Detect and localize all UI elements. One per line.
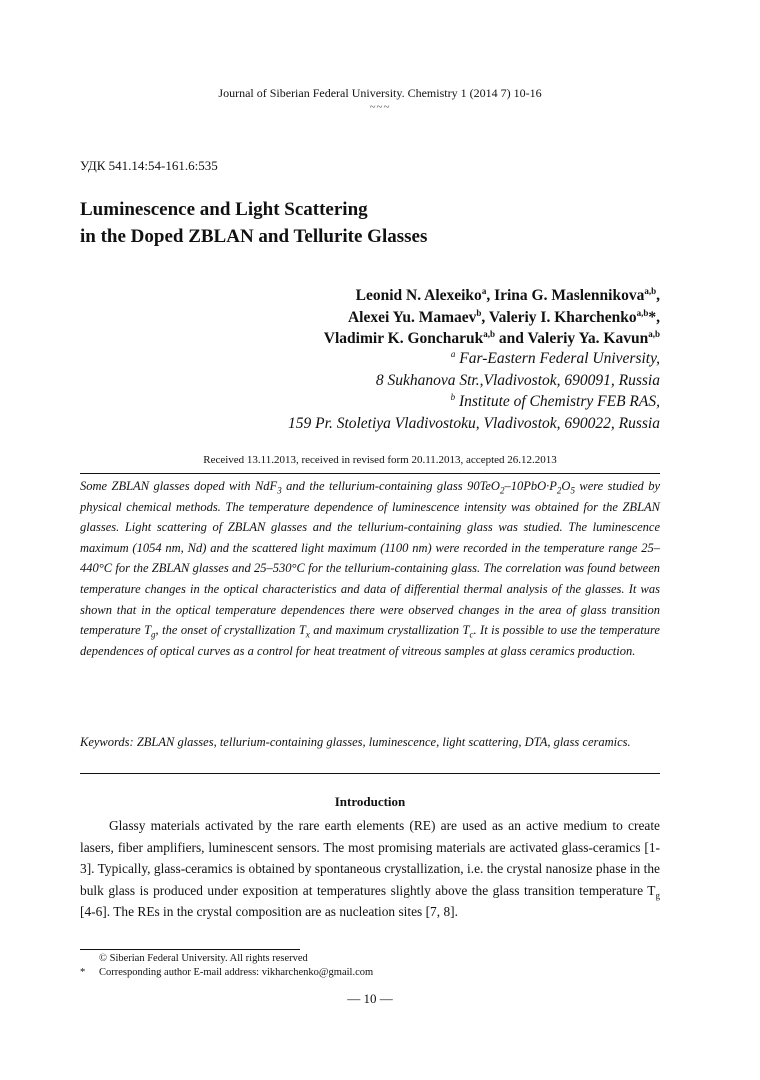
- author-separator: ,: [486, 287, 495, 304]
- affil-mark: b: [450, 391, 456, 402]
- author-name: Alexei Yu. Mamaev: [347, 308, 477, 326]
- introduction-paragraph: Glassy materials activated by the rare earth elements (RE) are used as an active medium to create lasers, fiber amplifiers, luminescent sensors. The most promising materials are activated glass-ceramics [1-3]. Typically, glass-ceramics is obtained by spontaneous crystallization, i.e. the crystal nanosize phase in the bulk glass is produced under exposition at temperatures slightly above the glass transition temperature $T_g$ [4-6]. The REs in the crystal composition are as nucleation sites [7, 8].: [80, 818, 660, 920]
- author-line-2: [324, 307, 660, 329]
- page-number: — 10 —: [347, 991, 393, 1006]
- footnote-star: *: [80, 967, 86, 978]
- title-line-2: in the Doped ZBLAN and Tellurite Glasses: [80, 226, 428, 247]
- udk-code: УДК 541.14:54-161.6:535: [80, 158, 218, 173]
- keywords-bottom-rule: [80, 773, 660, 774]
- corresponding-author-footnote: * Corresponding author E-mail address: vikharchenko@gmail.com: [80, 967, 374, 978]
- affiliation-b-line-2: 159 Pr. Stoletiya Vladivostoku, Vladivostok, 690022, Russia: [288, 414, 660, 432]
- author-affil-mark: a,b: [648, 328, 660, 339]
- author-affil-mark: a: [481, 285, 487, 296]
- footnote-rule: [80, 949, 300, 950]
- section-heading-introduction: Introduction: [334, 794, 406, 809]
- author-name: Vladimir K. Goncharuk: [323, 330, 484, 347]
- author-name: Leonid N. Alexeiko: [355, 287, 482, 304]
- affiliation-b-line-1: $^b$ Institute of Chemistry FEB RAS,: [450, 391, 660, 410]
- author-list: [324, 285, 660, 350]
- author-name: Irina G. Maslennikova: [494, 287, 645, 304]
- author-name: Valeriy Ya. Kavun: [527, 330, 649, 347]
- author-affil-mark: a,b: [636, 307, 649, 318]
- copyright-footnote: © Siberian Federal University. All rights reserved: [99, 953, 308, 964]
- author-line-3: [324, 328, 660, 350]
- affiliations: [288, 348, 660, 434]
- affil-mark: a: [450, 348, 456, 359]
- author-separator: ,: [656, 287, 660, 304]
- affiliation-a-line-2: 8 Sukhanova Str.,Vladivostok, 690091, Russia: [375, 371, 660, 389]
- received-dates: Received 13.11.2013, received in revised form 20.11.2013, accepted 26.12.2013: [203, 454, 557, 466]
- author-affil-mark: b: [476, 307, 482, 318]
- title-line-1: Luminescence and Light Scattering: [80, 199, 368, 220]
- author-separator: and: [495, 330, 528, 347]
- author-separator: *,: [648, 308, 660, 326]
- paper-title: [80, 196, 427, 250]
- author-affil-mark: a,b: [644, 285, 657, 296]
- author-line-1: [324, 285, 660, 307]
- author-affil-mark: a,b: [483, 328, 496, 339]
- header-ornament: ~~~: [369, 101, 391, 113]
- affiliation-a-line-1: $^a$ Far-Eastern Federal University,: [450, 348, 660, 367]
- abstract-top-rule: [80, 473, 660, 474]
- abstract: Some ZBLAN glasses doped with NdF$_3$ and the tellurium-containing glass $90TeO_2-10PbO\cdot P_2O_5$ were studied by physical chemical methods. The temperature dependence of luminescence intensity was obtained for the ZBLAN glasses. Light scattering of ZBLAN glasses and the tellurium-containing glass was studied. The luminescence maximum (1054 nm, Nd) and the scattered light maximum (1100 nm) were recorded in the temperature range 25–440°C for the ZBLAN glasses and 25–530°C for the tellurium-containing glass. The correlation was found between temperature changes in the optical characteristics and data of differential thermal analysis of the glasses. It was shown that in the optical temperature dependences there were observed changes in the area of glass transition temperature $T_g$, the onset of crystallization $T_x$ and maximum crystallization $T_c$. It is possible to use the temperature dependences of optical curves as a control for heat treatment of vitreous samples at glass ceramics production.: [80, 479, 660, 658]
- author-name: Valeriy I. Kharchenko: [488, 308, 637, 326]
- keywords: Keywords: ZBLAN glasses, tellurium-containing glasses, luminescence, light scattering, DTA, glass ceramics.: [80, 735, 631, 749]
- journal-header: Journal of Siberian Federal University. Chemistry 1 (2014 7) 10-16: [218, 86, 542, 100]
- author-separator: ,: [481, 308, 489, 326]
